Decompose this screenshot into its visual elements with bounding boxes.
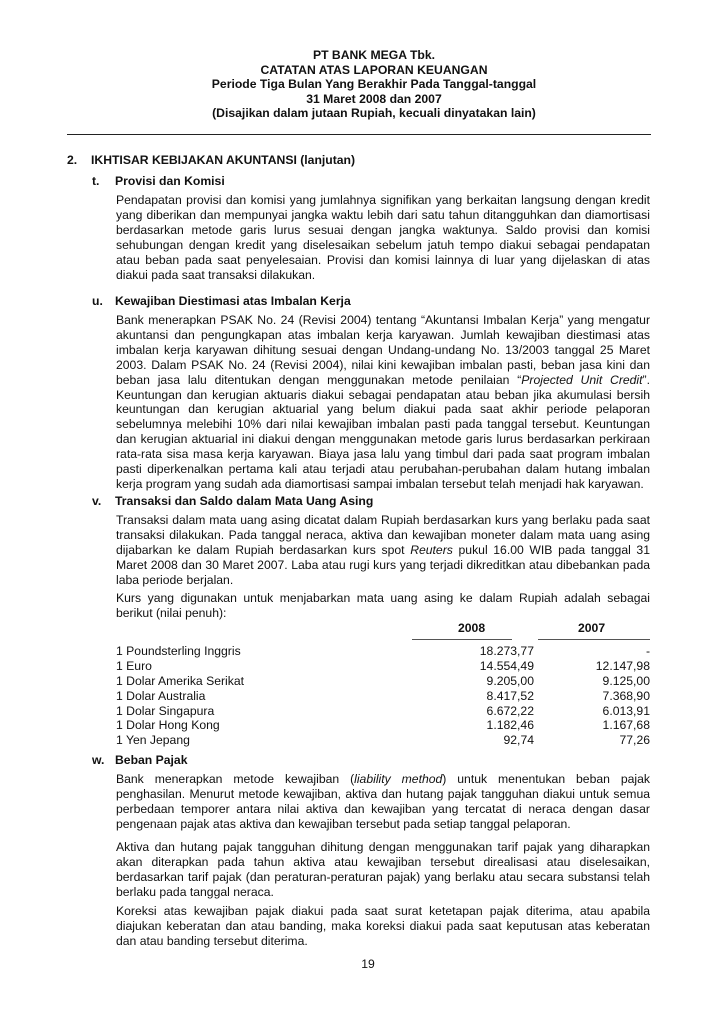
report-title: CATATAN ATAS LAPORAN KEUANGAN bbox=[260, 62, 488, 77]
table-row bbox=[116, 733, 650, 748]
text-run: Bank menerapkan metode kewajiban ( bbox=[116, 772, 355, 786]
currency-note: (Disajikan dalam jutaan Rupiah, kecuali dinyatakan lain) bbox=[212, 106, 536, 121]
rate-2007: 6.013,91 bbox=[602, 703, 650, 718]
page-number: 19 bbox=[361, 957, 375, 971]
subsection-u-paragraph bbox=[116, 313, 650, 492]
subsection-title: Beban Pajak bbox=[115, 753, 188, 767]
subsection-v-paragraph-1 bbox=[116, 513, 650, 588]
column-header-2007: 2007 bbox=[578, 621, 606, 635]
section-heading bbox=[67, 153, 355, 167]
rate-2007: 12.147,98 bbox=[595, 658, 650, 673]
subsection-letter: v. bbox=[92, 494, 102, 508]
table-row bbox=[116, 689, 650, 704]
text-run: pukul 16.00 WIB pada tanggal 31 Maret 2008 dan 30 Maret 2007. Laba atau rugi kurs yang terjadi dikreditkan atau dibebankan pada laba periode berjalan. bbox=[116, 542, 650, 587]
subsection-title: Kewajiban Diestimasi atas Imbalan Kerja bbox=[115, 294, 351, 308]
text-run: ”. Keuntungan dan kerugian aktuaris diakui sebagai pendapatan atau beban jika akumulasi bersih keuntungan dan kerugian aktuarial yang belum diakui pada saat akhir periode pelaporan sebelumnya melebihi 10% dari nilai kewajiban imbalan pasti pada tanggal tersebut. Keuntungan dan kerugian aktuarial ini diakui dengan menggunakan metode garis lurus berdasarkan perkiraan rata-rata sisa masa kerja karyawan. Biaya jasa lalu yang timbul dari pada saat program imbalan pasti diperkenalkan pertama kali atau terjadi atau perubahan-perubahan dalam hutang imbalan kerja program yang sudah ada diamortisasi sampai imbalan tersebut telah menjadi hak karyawan. bbox=[116, 372, 650, 491]
italic-term: Projected Unit Credit bbox=[521, 372, 643, 387]
rate-2007: - bbox=[645, 644, 650, 658]
currency-name: 1 Dolar Amerika Serikat bbox=[116, 673, 245, 688]
text-run: ) untuk menentukan beban pajak penghasilan. Menurut metode kewajiban, aktiva dan hutang pajak tangguhan diakui untuk semua perbedaan temporer antara nilai aktiva dan kewajiban yang tercatat di neraca dengan dasar pengenaan pajak atas aktiva dan kewajiban tersebut pada setiap tanggal pelaporan. bbox=[116, 772, 650, 831]
text-run: Transaksi dalam mata uang asing dicatat dalam Rupiah berdasarkan kurs yang berlaku pada saat transaksi dilakukan. Pada tanggal neraca, aktiva dan kewajiban moneter dalam mata uang asing dijabarkan ke dalam Rupiah berdasarkan kurs spot bbox=[116, 513, 650, 557]
subsection-w-paragraph-1 bbox=[116, 772, 650, 832]
header-divider bbox=[67, 134, 651, 135]
rate-2007: 7.368,90 bbox=[602, 688, 650, 703]
section-title: IKHTISAR KEBIJAKAN AKUNTANSI (lanjutan) bbox=[91, 153, 356, 167]
italic-term: liability method bbox=[354, 772, 443, 786]
subsection-v-heading bbox=[92, 494, 373, 508]
rate-2008: 14.554,49 bbox=[479, 658, 534, 673]
currency-name: 1 Yen Jepang bbox=[116, 733, 190, 748]
rate-2008: 6.672,22 bbox=[486, 703, 534, 718]
column-header-2008: 2008 bbox=[458, 621, 486, 635]
page-header bbox=[0, 48, 728, 121]
rate-2008: 92,74 bbox=[503, 733, 534, 748]
currency-name: 1 Dolar Australia bbox=[116, 688, 206, 703]
currency-name: 1 Poundsterling Inggris bbox=[116, 644, 241, 658]
currency-name: 1 Euro bbox=[116, 658, 152, 673]
table-row bbox=[116, 674, 650, 689]
currency-name: 1 Dolar Singapura bbox=[116, 703, 215, 718]
column-rule-2008 bbox=[412, 639, 512, 640]
table-row bbox=[116, 718, 650, 733]
rate-2007: 9.125,00 bbox=[602, 673, 650, 688]
subsection-letter: w. bbox=[92, 753, 105, 767]
subsection-t-paragraph: Pendapatan provisi dan komisi yang jumlahnya signifikan yang berkaitan langsung dengan kredit yang diberikan dan mempunyai jangka waktu lebih dari satu tahun ditangguhkan dan diamortisasi berdasarkan metode garis lurus sesuai dengan jangka waktunya. Saldo provisi dan komisi sehubungan dengan kredit yang diselesaikan sebelum jatuh tempo diakui sebagai pendapatan atau beban pada saat penyelesaian. Provisi dan komisi lainnya di luar yang dijelaskan di atas diakui pada saat transaksi dilakukan. bbox=[116, 193, 650, 282]
text-run: Bank menerapkan PSAK No. 24 (Revisi 2004) tentang “Akuntansi Imbalan Kerja” yang mengatur akuntansi dan pengungkapan atas imbalan kerja karyawan. Jumlah kewajiban diestimasi atas imbalan kerja karyawan dihitung sesuai dengan Undang-undang No. 13/2003 tanggal 25 Maret 2003. Dalam PSAK No. 24 (Revisi 2004), nilai kini kewajiban imbalan pasti, beban jasa kini dan beban jasa lalu ditentukan dengan menggunakan metode penilaian “ bbox=[116, 313, 650, 387]
subsection-title: Provisi dan Komisi bbox=[115, 174, 225, 188]
subsection-letter: u. bbox=[92, 294, 103, 308]
column-rule-2007 bbox=[538, 639, 650, 640]
italic-term: Reuters bbox=[410, 542, 453, 557]
exchange-rate-table bbox=[116, 644, 650, 748]
subsection-u-heading bbox=[92, 294, 351, 308]
company-name: PT BANK MEGA Tbk. bbox=[312, 48, 436, 62]
rate-2007: 77,26 bbox=[619, 733, 650, 748]
subsection-w-heading bbox=[92, 753, 187, 767]
rate-2008: 1.182,46 bbox=[486, 718, 534, 733]
table-row bbox=[116, 704, 650, 719]
subsection-v-paragraph-2: Kurs yang digunakan untuk menjabarkan mata uang asing ke dalam Rupiah adalah sebagai berikut (nilai penuh): bbox=[116, 591, 650, 620]
section-number: 2. bbox=[67, 153, 78, 167]
subsection-letter: t. bbox=[92, 174, 100, 188]
rate-2008: 9.205,00 bbox=[486, 673, 534, 688]
subsection-w-paragraph-2: Aktiva dan hutang pajak tangguhan dihitung dengan menggunakan tarif pajak yang diharapkan akan diterapkan pada tahun aktiva atau kewajiban tersebut direalisasi atau diselesaikan, berdasarkan tarif pajak (dan peraturan-peraturan pajak) yang berlaku atau secara substansi telah berlaku pada tanggal neraca. bbox=[116, 840, 650, 899]
period-line-1: Periode Tiga Bulan Yang Berakhir Pada Tanggal-tanggal bbox=[211, 77, 537, 92]
rate-2008: 18.273,77 bbox=[479, 644, 534, 658]
table-row bbox=[116, 644, 650, 659]
subsection-title: Transaksi dan Saldo dalam Mata Uang Asing bbox=[115, 494, 374, 508]
subsection-t-heading bbox=[92, 174, 225, 188]
rate-2007: 1.167,68 bbox=[602, 718, 650, 733]
subsection-w-paragraph-3: Koreksi atas kewajiban pajak diakui pada saat surat ketetapan pajak diterima, atau apabila diajukan keberatan dan atau banding, maka koreksi diakui pada saat keputusan atas keberatan dan atau banding tersebut diterima. bbox=[116, 904, 650, 948]
rate-2008: 8.417,52 bbox=[486, 688, 534, 703]
period-line-2: 31 Maret 2008 dan 2007 bbox=[306, 91, 442, 106]
currency-name: 1 Dolar Hong Kong bbox=[116, 718, 220, 733]
table-row bbox=[116, 659, 650, 674]
